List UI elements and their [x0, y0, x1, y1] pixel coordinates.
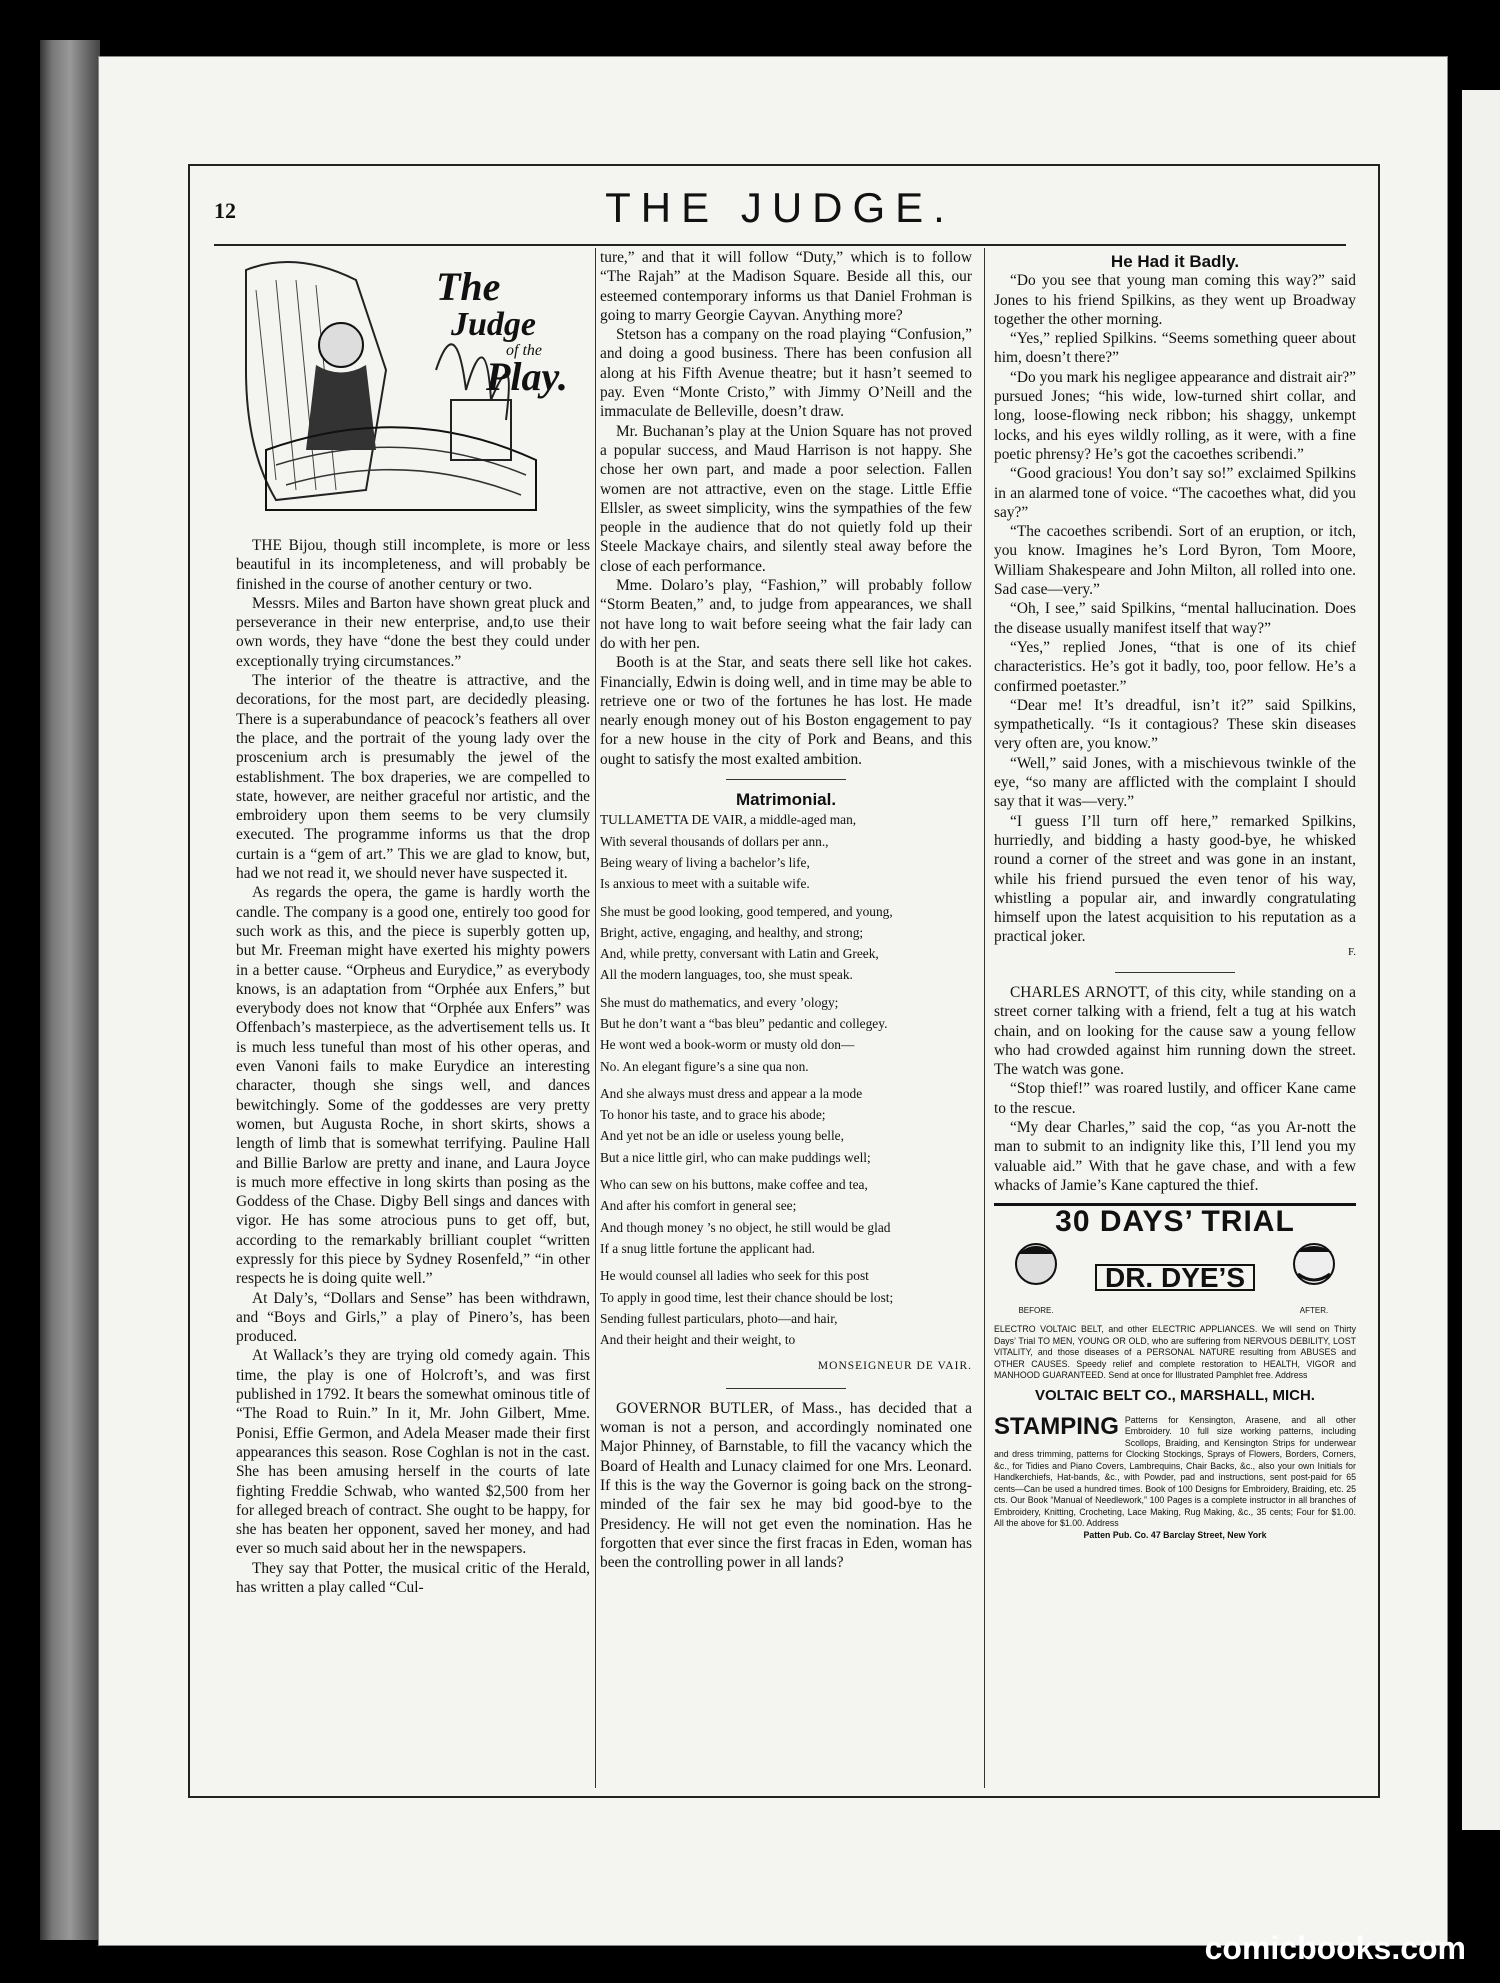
poem-line: He wont wed a book-worm or musty old don—	[600, 1037, 855, 1053]
poem-stanza	[600, 992, 972, 1077]
paragraph: At Wallack’s they are trying old comedy again. This time, the play is one of Holcroft’s, and was first published in 1792. It bears the somewhat ominous title of “The Road to Ruin.” In it, Mr. John Gilbert, Mme. Ponisi, Effie Germon, and Adela Measer made their first appearances this season. Rose Coghlan is not in the cast. She has been amusing herself in the courts of late fighting Freddie Schwab, who wanted $2,500 from her for alleged breach of contract. She ought to be happy, for she has beaten her opponent, saved her money, and had ever so much said about her in the newspapers.	[236, 1347, 590, 1558]
portrait-before-icon	[1006, 1236, 1066, 1296]
poem-line: Is anxious to meet with a suitable wife.	[600, 876, 810, 892]
paragraph: They say that Potter, the musical critic of the Herald, has written a play called “Cul-	[236, 1559, 590, 1597]
poem-line: And though money ’s no object, he still would be glad	[600, 1219, 891, 1235]
illustration-drawing	[236, 250, 590, 520]
paragraph: “Do you see that young man coming this way?” said Jones to his friend Spilkins, as they went up Broadway together the other morning.	[994, 272, 1356, 328]
column-3	[994, 252, 1356, 1541]
book-spine-edge	[40, 40, 100, 1940]
poem-line: Who can sew on his buttons, make coffee and tea,	[600, 1177, 868, 1193]
author-initial: F.	[1348, 945, 1356, 958]
column-divider	[984, 248, 985, 1788]
ad-stamping-address: Patten Pub. Co. 47 Barclay Street, New York	[1083, 1529, 1267, 1540]
ad-before-label: BEFORE.	[1018, 1305, 1054, 1315]
poem-line: Bright, active, engaging, and healthy, and strong;	[600, 924, 864, 940]
paragraph: Booth is at the Star, and seats there sell like hot cakes. Financially, Edwin is doing well, and in time may be able to retrieve one or two of the fortunes he has lost. He made nearly enough money out of his Boston engagement to pay for a new house in the city of Pork and Beans, and this ought to satisfy the most exalted ambition.	[600, 654, 972, 768]
poem-stanza	[600, 1083, 972, 1168]
poem-line: She must be good looking, good tempered, and young,	[600, 903, 893, 919]
poem-line: TULLAMETTA DE VAIR, a middle-aged man,	[600, 812, 857, 828]
section-separator	[1115, 972, 1235, 973]
paragraph: GOVERNOR BUTLER, of Mass., has decided that a woman is not a person, and accordingly nominated one Major Phinney, of Barnstable, to fill the vacancy which the Board of Health and Lunacy claimed for one Mrs. Leonard. If this is the way the Governor is going back on the strong-minded of the fair sex he may bid good-bye to the Presidency. He will not get even the nomination. Has he forgotten that ever since the first fracas in Eden, woman has been the controlling power in all lands?	[600, 1399, 972, 1572]
poem-matrimonial	[600, 809, 972, 1377]
column-divider	[595, 248, 596, 1788]
poem-line: And she always must dress and appear a la mode	[600, 1085, 863, 1101]
ad-after	[1284, 1236, 1344, 1321]
column-2	[600, 248, 972, 1572]
poem-stanza	[600, 1265, 972, 1350]
paragraph: The interior of the theatre is attractive, and the decorations, for the most part, are decidedly pleasing. There is a superabundance of peacock’s feathers all over the place, and the portrait of the young lady over the proscenium arch is presumably the jewel of the establishment. The box draperies, we are compelled to state, however, are neither graceful nor artistic, and the embroidery upon them seems to be very clumsily executed. The programme informs us that the drop curtain is a “gem of art.” This we are glad to know, but, had we not read it, we should never have suspected it.	[236, 672, 590, 883]
paragraph: “The cacoethes scribendi. Sort of an eruption, or itch, you know. Imagines he’s Lord Byron, Tom Moore, William Shakespeare and John Milton, all rolled into one. Sad case—very.”	[994, 523, 1356, 599]
paragraph: “Good gracious! You don’t say so!” exclaimed Spilkins in an alarmed tone of voice. “The cacoethes what, did you say?”	[994, 465, 1356, 521]
poem-title: Matrimonial.	[735, 790, 837, 810]
page-number: 12	[214, 198, 236, 223]
poem-line: To honor his taste, and to grace his abode;	[600, 1107, 826, 1123]
paragraph: Messrs. Miles and Barton have shown great pluck and perseverance in their new enterprise, and,to use their own words, they have “done the best they could under exceptionally trying circumstances.”	[236, 594, 590, 670]
ad-headline: 30 DAYS’ TRIAL	[1055, 1205, 1295, 1239]
poem-line: And, while pretty, conversant with Latin and Greek,	[600, 946, 879, 962]
paragraph: “Stop thief!” was roared lustily, and officer Kane came to the rescue.	[994, 1080, 1356, 1117]
poem-line: Sending fullest particulars, photo—and hair,	[600, 1310, 838, 1326]
paragraph: At Daly’s, “Dollars and Sense” has been withdrawn, and “Boys and Girls,” a play of Pinero’s, has been produced.	[236, 1289, 590, 1346]
paragraph: “I guess I’ll turn off here,” remarked Spilkins, hurriedly, and bidding a hasty good-bye, he whisked round a corner of the street and was gone in an instant, while his friend pursued the even tenor of his way, whistling a popular air, and inwardly congratulating himself upon the latest acquisition to his reputation as a practical joker.	[994, 812, 1356, 946]
poem-line: He would counsel all ladies who seek for this post	[600, 1268, 869, 1284]
poem-line: And their height and their weight, to	[600, 1332, 796, 1348]
paragraph: Stetson has a company on the road playing “Confusion,” and doing a good business. There has been confusion all along at his Fifth Avenue theatre; but it hasn’t seemed to pay. Even “Monte Cristo,” with Jimmy O’Neill and the immaculate de Belleville, doesn’t draw.	[600, 326, 972, 421]
paragraph: “My dear Charles,” said the cop, “as you Ar-nott the man to submit to an indignity like this, I’ll lend you my valuable aid.” With that he gave chase, and with a few whacks of Jamie’s Kane captured the thief.	[994, 1119, 1356, 1194]
poem-line: To apply in good time, lest their chance should be lost;	[600, 1289, 894, 1305]
paragraph: “Yes,” replied Spilkins. “Seems something queer about him, doesn’t there?”	[994, 330, 1356, 367]
next-page-edge	[1462, 90, 1500, 1830]
section-separator	[726, 779, 846, 780]
ad-stamping-body: Patterns for Kensington, Arasene, and all other Embroidery. 10 full size working patterns, including Scollops, Braiding, and Kensington Strips for underwear and dress trimming, patterns for Clocking Stockings, Sprays of Flowers, Borders, Corners, &c., for Tidies and Piano Covers, Lambrequins, Chair Backs, &c., also your own Initials for Handkerchiefs, Hat-bands, &c., with Powder, pad and instructions, sent post-paid for 65 cents—Can be used a hundred times. Book of 100 Designs for Embroidery, Braiding, etc. 25 cts. Our Book “Manual of Needlework,” 100 Pages is a complete instructor in all branches of Embroidery, Knitting, Crocheting, Lace Making, Rug Making, &c., 35 cents; Four for $1.00. All the above for $1.00. Address	[994, 1414, 1356, 1529]
illustration-title-line-4: Play.	[486, 354, 568, 399]
paragraph: Mme. Dolaro’s play, “Fashion,” will probably follow “Storm Beaten,” and, to judge from appearances, we shall not have long to wait before seeing what the fair lady can do with her pen.	[600, 577, 972, 652]
site-watermark: comicbooks.com	[1204, 1930, 1466, 1966]
masthead-title: THE JUDGE.	[605, 184, 955, 231]
illustration-title-line-3: of the	[506, 342, 542, 359]
paragraph: ture,” and that it will follow “Duty,” which is to follow “The Rajah” at the Madison Square. Beside all this, our esteemed contemporary informs us that Daniel Frohman is going to marry Georgie Cayvan. Anything more?	[600, 249, 972, 324]
judge-of-the-play-illustration	[236, 250, 590, 520]
poem-line: And after his comfort in general see;	[600, 1198, 797, 1214]
illustration-title-line-1: The	[436, 264, 501, 309]
paragraph: As regards the opera, the game is hardly worth the candle. The company is a good one, entirely too good for such work as this, and the piece is superbly gotten up, but Mr. Freeman might have exerted his mighty powers in a better cause. “Orpheus and Eurydice,” as everybody knows, is an adaptation from “Orphée aux Enfers,” but everybody does not know that “Orphée aux Enfers” was Offenbach’s masterpiece, as the advertisement tells us. It is much less tuneful than most of his other operas, and even Vanoni fails to make Eurydice an interesting character, though she sings well, and dances bewitchingly. Some of the goddesses are very pretty women, but Augusta Roche, in short skirts, shows a length of limb that is somewhat terrifying. Pauline Hall and Billie Barlow are pretty and inane, and Laura Joyce is much more effective in long skirts than posing as the Goddess of the Chase. Digby Bell sings and dances with vigor. He has some atrocious puns to get off, but, according to the remarkably brilliant couplet “written expressly for this piece by Sydney Rosenfeld,” “in other respects he is doing quite well.”	[236, 884, 590, 1288]
poem-line: If a snug little fortune the applicant had.	[600, 1240, 815, 1256]
paragraph: Mr. Buchanan’s play at the Union Square has not proved a popular success, and Maud Harrison is not happy. She chose her own part, and made a poor selection. Fallen women are not attractive, even on the stage. Little Effie Ellsler, as sweet simplicity, wins the sympathies of the few people in the audience that do not quietly fold up their Steele Mackaye chairs, and silently steal away before the close of each performance.	[600, 422, 972, 575]
poem-line: But he don’t want a “bas bleu” pedantic and collegey.	[600, 1015, 888, 1031]
ad-dr-dyes-trial	[994, 1203, 1356, 1405]
poem-line: All the modern languages, too, she must speak.	[600, 967, 853, 983]
paragraph: “Do you mark his negligee appearance and distrait air?” pursued Jones; “his wide, low-turned shirt collar, and long, loose-flowing neck ribbon; his shaggy, unkempt locks, and his eyes wildly rolling, as it were, with a fine poetic phrensy? He’s got the cacoethes scribendi.”	[994, 368, 1356, 463]
poem-line: Being weary of living a bachelor’s life,	[600, 854, 810, 870]
poem-line: And yet not be an idle or useless young belle,	[600, 1128, 844, 1144]
poem-signature: MONSEIGNEUR DE VAIR.	[817, 1360, 972, 1373]
ad-stamping-headline: STAMPING	[994, 1412, 1119, 1440]
ad-after-label: AFTER.	[1299, 1305, 1329, 1315]
column-1	[236, 252, 590, 1597]
paragraph: THE Bijou, though still incomplete, is more or less beautiful in its incompleteness, and will probably be finished in the course of another century or two.	[236, 537, 590, 593]
poem-stanza	[600, 809, 972, 894]
poem-line: With several thousands of dollars per ann.,	[600, 833, 829, 849]
paragraph: “Oh, I see,” said Spilkins, “mental hallucination. Does the disease usually manifest itself that way?”	[994, 600, 1356, 637]
ad-address: VOLTAIC BELT CO., MARSHALL, MICH.	[1035, 1386, 1315, 1404]
ad-brand: DR. DYE’S	[1095, 1264, 1255, 1291]
ad-before	[1006, 1236, 1066, 1321]
poem-stanza	[600, 901, 972, 986]
illustration-title-line-2: Judge	[451, 306, 536, 343]
paragraph: “Yes,” replied Jones, “that is one of its chief characteristics. He’s got it badly, too, poor fellow. He’s a confirmed poetaster.”	[994, 638, 1356, 695]
ad-body: ELECTRO VOLTAIC BELT, and other ELECTRIC APPLIANCES. We will send on Thirty Days’ Trial TO MEN, YOUNG OR OLD, who are suffering from NERVOUS DEBILITY, LOST VITALITY, and those diseases of a PERSONAL NATURE resulting from ABUSES and OTHER CAUSES. Speedy relief and complete restoration to HEALTH, VIGOR and MANHOOD GUARANTEED. Send at once for Illustrated Pamphlet free. Address	[994, 1324, 1356, 1381]
masthead-rule	[214, 244, 1346, 246]
poem-line: But a nice little girl, who can make puddings well;	[600, 1149, 871, 1165]
ad-stamping	[994, 1412, 1356, 1542]
poem-line: She must do mathematics, and every ’ology;	[600, 994, 839, 1010]
paragraph: CHARLES ARNOTT, of this city, while standing on a street corner talking with a friend, felt a tug at his watch chain, and on looking for the cause saw a young fellow who had crowded against him running down the street. The watch was gone.	[994, 983, 1356, 1079]
story-title: He Had it Badly.	[1110, 252, 1240, 271]
paragraph: “Dear me! It’s dreadful, isn’t it?” said Spilkins, sympathetically. “Is it contagious? These skin diseases very often are, you know.”	[994, 696, 1356, 753]
paragraph: “Well,” said Jones, with a mischievous twinkle of the eye, “so many are afflicted with the complaint I should say that it was—very.”	[994, 754, 1356, 811]
portrait-after-icon	[1284, 1236, 1344, 1296]
poem-stanza	[600, 1174, 972, 1259]
section-separator	[726, 1388, 846, 1389]
poem-line: No. An elegant figure’s a sine qua non.	[600, 1058, 809, 1074]
ad-portraits-row	[1006, 1236, 1344, 1321]
